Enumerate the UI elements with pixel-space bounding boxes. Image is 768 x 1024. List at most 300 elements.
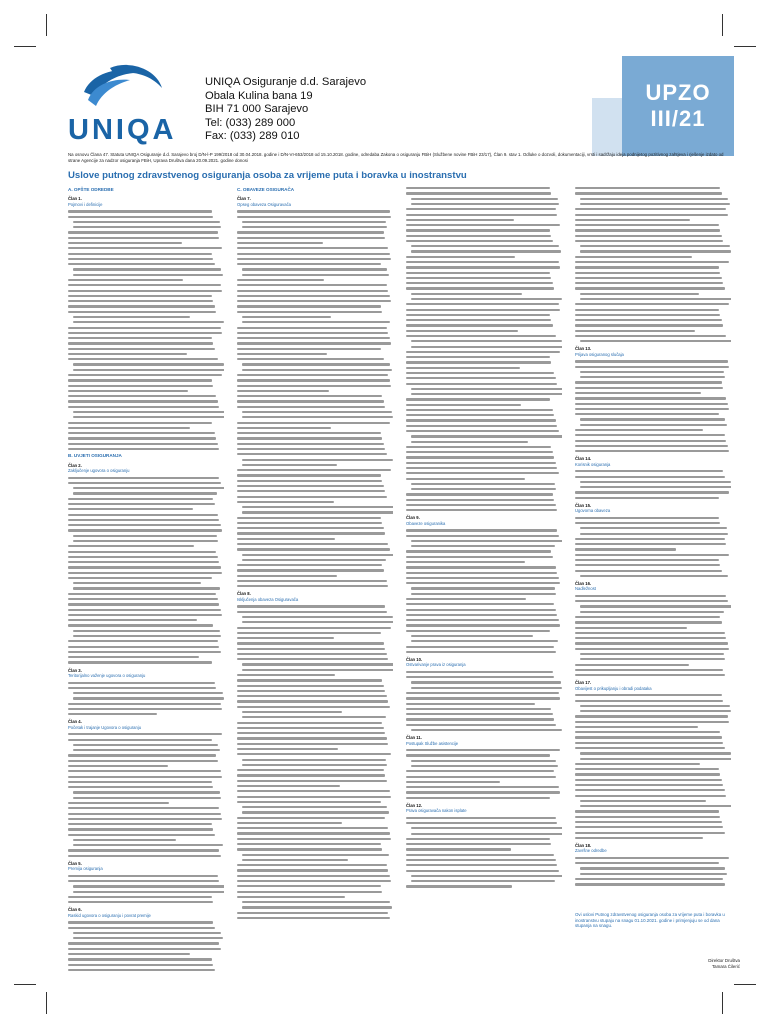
text-line — [406, 651, 556, 653]
text-line — [68, 656, 199, 658]
text-line — [68, 624, 213, 626]
text-line — [406, 550, 551, 552]
text-line — [411, 488, 556, 490]
text-line — [68, 395, 216, 397]
text-line — [68, 258, 213, 260]
text-line — [242, 221, 386, 223]
text-line — [237, 379, 390, 381]
text-line — [411, 388, 562, 390]
text-line — [237, 469, 391, 471]
text-line — [411, 293, 522, 295]
text-line — [406, 192, 551, 194]
text-line — [68, 619, 197, 621]
signatory-name: Tamara Ćilerić — [711, 963, 740, 969]
text-line — [406, 577, 559, 579]
text-line — [237, 374, 388, 376]
text-line — [406, 383, 557, 385]
text-line — [406, 708, 551, 710]
text-line — [237, 400, 384, 402]
text-line — [242, 559, 386, 561]
text-line — [575, 397, 726, 399]
text-line — [411, 875, 562, 877]
text-line — [406, 219, 514, 221]
text-line — [575, 224, 719, 226]
text-line — [575, 476, 725, 478]
text-line — [575, 470, 723, 472]
article-title: Premija osiguranja — [68, 866, 103, 872]
text-line — [575, 413, 719, 415]
text-line — [242, 616, 393, 618]
text-line — [68, 437, 216, 439]
text-line — [242, 274, 389, 276]
text-line — [73, 540, 218, 542]
text-line — [237, 817, 385, 819]
article-body — [575, 470, 731, 499]
text-line — [237, 242, 323, 244]
text-line — [237, 769, 384, 771]
text-line — [406, 509, 557, 511]
text-line — [575, 821, 722, 823]
text-line — [242, 901, 390, 903]
text-line — [580, 611, 724, 613]
text-line — [237, 496, 387, 498]
text-line — [237, 737, 387, 739]
text-line — [406, 624, 560, 626]
text-line — [68, 242, 182, 244]
text-line — [411, 833, 562, 835]
text-line — [406, 724, 556, 726]
text-line — [411, 250, 561, 252]
company-city: BIH 71 000 Sarajevo — [205, 103, 309, 116]
crop-mark — [722, 992, 723, 1014]
text-line — [406, 556, 553, 558]
article-number: Član 6. — [68, 907, 82, 913]
article-title: Isključenja obaveza Osiguravača — [237, 596, 299, 602]
text-line — [237, 700, 388, 702]
text-line — [237, 237, 385, 239]
text-line — [68, 295, 212, 297]
text-line — [68, 566, 221, 568]
text-line — [68, 901, 213, 903]
text-line — [406, 351, 560, 353]
text-line — [237, 427, 331, 429]
text-line — [575, 768, 719, 770]
text-line — [575, 450, 729, 452]
text-line — [406, 261, 559, 263]
text-line — [406, 419, 556, 421]
text-line — [237, 210, 390, 212]
text-line — [68, 551, 216, 553]
text-line — [73, 692, 223, 694]
text-line — [68, 603, 219, 605]
text-line — [237, 305, 381, 307]
text-line — [406, 319, 551, 321]
text-line — [237, 532, 385, 534]
text-line — [237, 611, 387, 613]
text-line — [68, 327, 221, 329]
text-line — [575, 360, 728, 362]
text-column-4 — [575, 184, 731, 974]
text-line — [575, 266, 719, 268]
text-line — [575, 282, 723, 284]
text-line — [237, 748, 338, 750]
article-number: Član 15. — [575, 502, 592, 508]
text-line — [406, 781, 500, 783]
text-line — [242, 554, 393, 556]
text-line — [237, 564, 382, 566]
article-body — [237, 605, 393, 919]
text-line — [237, 896, 345, 898]
legal-preamble: Na osnovu Člana 47. Statuta UNIQA Osiguranje d.d. Sarajevo broj D/N-l-P 199/2018 od 30.04.2018. godine i D/N-VI-653/2018 od 15.10.2018. godine, odredaba Zakona o osiguranju FBiH (Službene novine FBiH 23/17), Član 9. stav 1. Odluke o dozvoli, dokumentaciji, vrsti i sadržaju ideja podnijetog pozitivnog zahtjeva i rješenje izdato od strane Agencije za nadzor osiguranja FBiH, Uprava Društva dana 20.09.2021. godine donosi — [68, 152, 724, 163]
text-line — [580, 710, 731, 712]
text-line — [68, 210, 212, 212]
text-line — [411, 393, 562, 395]
document-code-badge — [622, 56, 734, 156]
text-line — [68, 443, 218, 445]
text-line — [406, 361, 551, 363]
text-line — [575, 878, 723, 880]
text-line — [580, 800, 706, 802]
text-line — [73, 274, 223, 276]
text-line — [575, 664, 689, 666]
text-line — [575, 669, 723, 671]
text-line — [575, 261, 729, 263]
text-line — [575, 408, 729, 410]
text-line — [68, 640, 218, 642]
text-line — [406, 859, 556, 861]
text-line — [575, 314, 720, 316]
text-line — [406, 414, 554, 416]
article-number: Član 8. — [237, 591, 251, 597]
text-line — [68, 776, 222, 778]
text-line — [237, 785, 340, 787]
badge-code: UPZO — [645, 80, 711, 105]
text-line — [411, 203, 559, 205]
text-line — [242, 411, 392, 413]
text-line — [68, 651, 221, 653]
article-title: Teritorijalno važenje ugovora o osiguranju — [68, 673, 146, 678]
text-line — [68, 237, 219, 239]
text-line — [73, 587, 220, 589]
crop-mark — [722, 14, 723, 36]
text-line — [237, 848, 382, 850]
article-number: Član 12. — [406, 802, 423, 808]
text-line — [406, 697, 560, 699]
text-line — [68, 969, 215, 971]
text-line — [406, 797, 550, 799]
text-line — [68, 896, 212, 898]
text-line — [73, 221, 220, 223]
text-line — [580, 198, 728, 200]
text-line — [575, 192, 722, 194]
text-line — [68, 823, 212, 825]
text-line — [575, 632, 725, 634]
text-line — [237, 580, 387, 582]
text-line — [68, 216, 213, 218]
text-line — [237, 722, 382, 724]
text-line — [242, 764, 387, 766]
badge-accent — [592, 98, 622, 156]
text-line — [73, 316, 190, 318]
text-line — [237, 337, 390, 339]
text-line — [68, 942, 219, 944]
text-line — [237, 605, 385, 607]
text-line — [575, 642, 728, 644]
text-line — [575, 857, 729, 859]
text-line — [406, 619, 559, 621]
text-line — [406, 817, 556, 819]
text-line — [406, 499, 554, 501]
text-line — [68, 427, 190, 429]
text-line — [68, 529, 222, 531]
text-line — [73, 697, 224, 699]
text-line — [406, 187, 550, 189]
text-line — [237, 311, 382, 313]
text-line — [73, 844, 223, 846]
text-line — [575, 721, 729, 723]
text-line — [580, 752, 731, 754]
text-line — [237, 342, 391, 344]
text-line — [411, 729, 562, 731]
text-line — [68, 290, 222, 292]
document-title: Uslove putnog zdravstvenog osiguranja osoba za vrijeme puta i boravka u inostranstvu — [68, 170, 467, 181]
article-body — [406, 187, 562, 511]
text-line — [406, 282, 553, 284]
text-line — [73, 630, 220, 632]
text-line — [575, 208, 726, 210]
text-line — [406, 224, 560, 226]
article-number: Član 7. — [237, 196, 251, 202]
text-line — [580, 418, 725, 420]
text-line — [68, 813, 221, 815]
text-line — [237, 548, 390, 550]
text-line — [237, 385, 391, 387]
text-line — [73, 411, 224, 413]
text-line — [575, 600, 728, 602]
text-column-2 — [237, 184, 393, 974]
text-line — [237, 253, 390, 255]
article-body — [68, 921, 224, 971]
text-line — [237, 353, 327, 355]
text-line — [575, 392, 701, 394]
text-line — [406, 277, 551, 279]
text-line — [68, 545, 194, 547]
text-column-3 — [406, 184, 562, 974]
text-line — [575, 564, 720, 566]
text-line — [68, 614, 222, 616]
text-line — [242, 859, 348, 861]
text-line — [411, 540, 562, 542]
text-line — [575, 335, 726, 337]
text-line — [406, 330, 518, 332]
article-body — [68, 210, 224, 450]
text-line — [580, 705, 730, 707]
company-street: Obala Kulina bana 19 — [205, 89, 313, 102]
text-line — [575, 826, 723, 828]
text-line — [406, 214, 557, 216]
text-line — [237, 485, 384, 487]
text-line — [575, 214, 728, 216]
text-line — [242, 226, 387, 228]
text-line — [575, 570, 722, 572]
text-line — [575, 229, 720, 231]
text-line — [68, 818, 222, 820]
text-line — [68, 770, 221, 772]
text-line — [237, 247, 388, 249]
text-line — [580, 605, 731, 607]
text-line — [68, 247, 222, 249]
company-tel: Tel: (033) 289 000 — [205, 116, 296, 129]
text-line — [68, 682, 215, 684]
text-line — [575, 779, 722, 781]
text-line — [73, 535, 217, 537]
article-body — [406, 817, 562, 888]
text-line — [411, 760, 556, 762]
text-line — [68, 263, 215, 265]
text-line — [68, 593, 216, 595]
text-line — [68, 661, 212, 663]
text-line — [406, 822, 557, 824]
text-line — [237, 827, 388, 829]
text-line — [73, 839, 176, 841]
text-line — [411, 635, 533, 637]
article-title: Opseg obaveza Osiguravača — [237, 201, 292, 207]
text-line — [242, 711, 342, 713]
text-line — [68, 855, 221, 857]
text-line — [242, 854, 389, 856]
text-line — [237, 796, 391, 798]
text-line — [237, 637, 334, 639]
text-line — [68, 733, 222, 735]
crop-mark — [734, 984, 756, 985]
article-number: Član 4. — [68, 719, 82, 725]
text-line — [575, 330, 695, 332]
text-line — [73, 797, 221, 799]
text-line — [237, 627, 391, 629]
text-line — [68, 964, 213, 966]
text-line — [242, 369, 392, 371]
text-line — [242, 459, 393, 461]
article-number: Član 11. — [406, 735, 422, 741]
text-line — [73, 744, 218, 746]
section-heading: A. OPŠTE ODREDBE — [68, 187, 114, 192]
text-line — [406, 462, 556, 464]
text-line — [575, 694, 722, 696]
article-body — [575, 187, 731, 342]
text-line — [68, 687, 216, 689]
text-line — [242, 621, 393, 623]
article-body — [406, 529, 562, 653]
company-fax: Fax: (033) 289 010 — [205, 130, 300, 143]
text-line — [68, 958, 212, 960]
text-line — [411, 593, 556, 595]
text-line — [575, 187, 720, 189]
text-line — [237, 443, 384, 445]
text-line — [237, 358, 384, 360]
text-line — [68, 786, 213, 788]
text-line — [68, 311, 216, 313]
text-line — [68, 379, 212, 381]
text-line — [237, 295, 390, 297]
text-line — [73, 791, 220, 793]
article-body — [575, 517, 731, 577]
text-column-1 — [68, 184, 224, 974]
text-line — [575, 637, 726, 639]
text-line — [237, 875, 390, 877]
text-line — [73, 582, 201, 584]
text-line — [237, 679, 382, 681]
text-line — [411, 880, 555, 882]
text-line — [68, 353, 187, 355]
text-line — [68, 498, 213, 500]
text-line — [68, 880, 219, 882]
text-line — [575, 277, 722, 279]
text-line — [73, 891, 224, 893]
text-line — [575, 366, 729, 368]
signature-block — [690, 958, 740, 969]
text-line — [575, 616, 720, 618]
text-line — [237, 474, 381, 476]
text-line — [73, 635, 221, 637]
article-title: Raskid ugovora o osiguranju i povrat premije — [68, 912, 151, 918]
article-body — [68, 477, 224, 664]
text-line — [411, 298, 562, 300]
text-line — [237, 422, 390, 424]
article-body — [575, 595, 731, 676]
article-number: Član 3. — [68, 667, 82, 673]
article-title: Početak i trajanje Ugovora o osiguranju — [68, 724, 142, 730]
text-line — [406, 843, 551, 845]
text-line — [68, 477, 219, 479]
company-info — [205, 76, 366, 144]
text-line — [575, 287, 725, 289]
text-line — [406, 309, 560, 311]
text-line — [575, 773, 720, 775]
text-line — [575, 862, 719, 864]
text-line — [237, 231, 384, 233]
text-line — [575, 381, 722, 383]
text-line — [406, 451, 553, 453]
text-line — [73, 363, 224, 365]
article-title: Ostvarivanje prava iz osiguranja — [406, 662, 466, 668]
text-line — [575, 543, 726, 545]
text-line — [575, 784, 723, 786]
text-line — [575, 726, 698, 728]
article-title: Obaveze osiguranika — [406, 520, 446, 526]
text-line — [68, 514, 218, 516]
text-line — [575, 715, 728, 717]
text-line — [406, 703, 535, 705]
text-line — [68, 348, 215, 350]
article-body — [575, 694, 731, 839]
text-line — [406, 404, 521, 406]
text-line — [237, 453, 387, 455]
text-line — [406, 240, 553, 242]
text-line — [73, 932, 221, 934]
text-line — [406, 770, 554, 772]
text-line — [237, 632, 381, 634]
text-line — [68, 609, 221, 611]
text-line — [406, 786, 559, 788]
text-line — [68, 519, 219, 521]
text-line — [580, 653, 724, 655]
text-line — [68, 598, 218, 600]
text-line — [237, 263, 381, 265]
article-title: Prava osiguravača nakon isplate — [406, 808, 467, 814]
text-line — [237, 822, 342, 824]
text-line — [575, 403, 728, 405]
text-line — [575, 810, 719, 812]
